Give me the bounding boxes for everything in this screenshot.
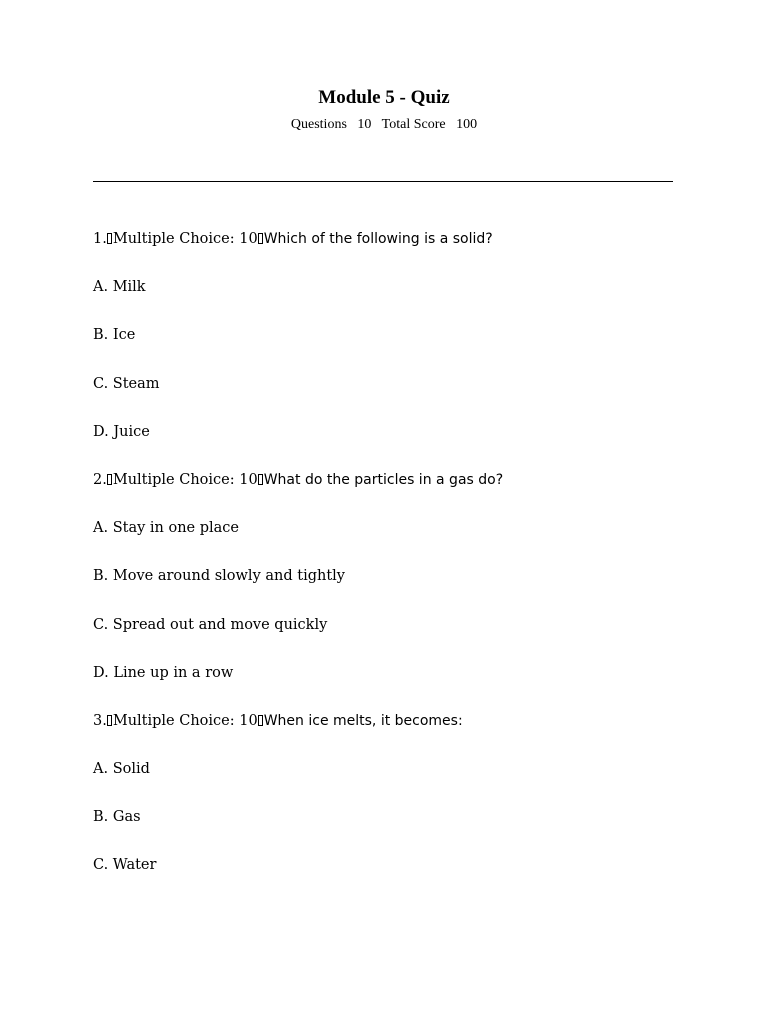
question-2 — [93, 469, 693, 517]
total-score-value: 100 — [456, 117, 478, 132]
question-1 — [93, 228, 693, 276]
question-number: 2. — [93, 471, 107, 488]
answer-option[interactable]: C. Spread out and move quickly — [93, 616, 328, 633]
page-title: Module 5 - Quiz — [318, 87, 450, 108]
question-number: 3. — [93, 712, 107, 729]
answer-option[interactable]: C. Water — [93, 857, 157, 874]
answer-option[interactable]: A. Stay in one place — [93, 520, 240, 537]
answer-option[interactable]: B. Move around slowly and tightly — [93, 568, 345, 585]
answer-option[interactable]: B. Gas — [93, 809, 141, 826]
placeholder-glyph-icon — [107, 233, 112, 244]
quiz-header — [0, 86, 768, 134]
answer-option[interactable]: D. Juice — [93, 423, 150, 440]
question-number: 1. — [93, 231, 107, 247]
placeholder-glyph-icon — [258, 715, 263, 726]
total-score-label: Total Score — [381, 117, 446, 132]
question-text: What do the particles in a gas do? — [263, 471, 504, 488]
questions-count: 10 — [357, 117, 372, 132]
placeholder-glyph-icon — [107, 715, 112, 726]
quiz-meta — [0, 116, 768, 134]
question-type: Multiple Choice: 10 — [112, 712, 258, 729]
question-type: Multiple Choice: 10 — [112, 231, 258, 247]
answer-option[interactable]: A. Milk — [93, 279, 146, 296]
question-text: Which of the following is a solid? — [263, 231, 493, 247]
placeholder-glyph-icon — [258, 233, 263, 244]
answer-option[interactable]: A. Solid — [93, 761, 150, 778]
question-3 — [93, 710, 693, 758]
answer-option[interactable]: C. Steam — [93, 375, 160, 392]
answer-option[interactable]: D. Line up in a row — [93, 664, 234, 681]
question-list — [93, 228, 693, 903]
header-divider — [93, 181, 673, 182]
placeholder-glyph-icon — [107, 474, 112, 485]
question-text: When ice melts, it becomes: — [263, 712, 463, 729]
questions-label: Questions — [290, 117, 347, 132]
question-type: Multiple Choice: 10 — [112, 471, 258, 488]
placeholder-glyph-icon — [258, 474, 263, 485]
answer-option[interactable]: B. Ice — [93, 327, 136, 344]
